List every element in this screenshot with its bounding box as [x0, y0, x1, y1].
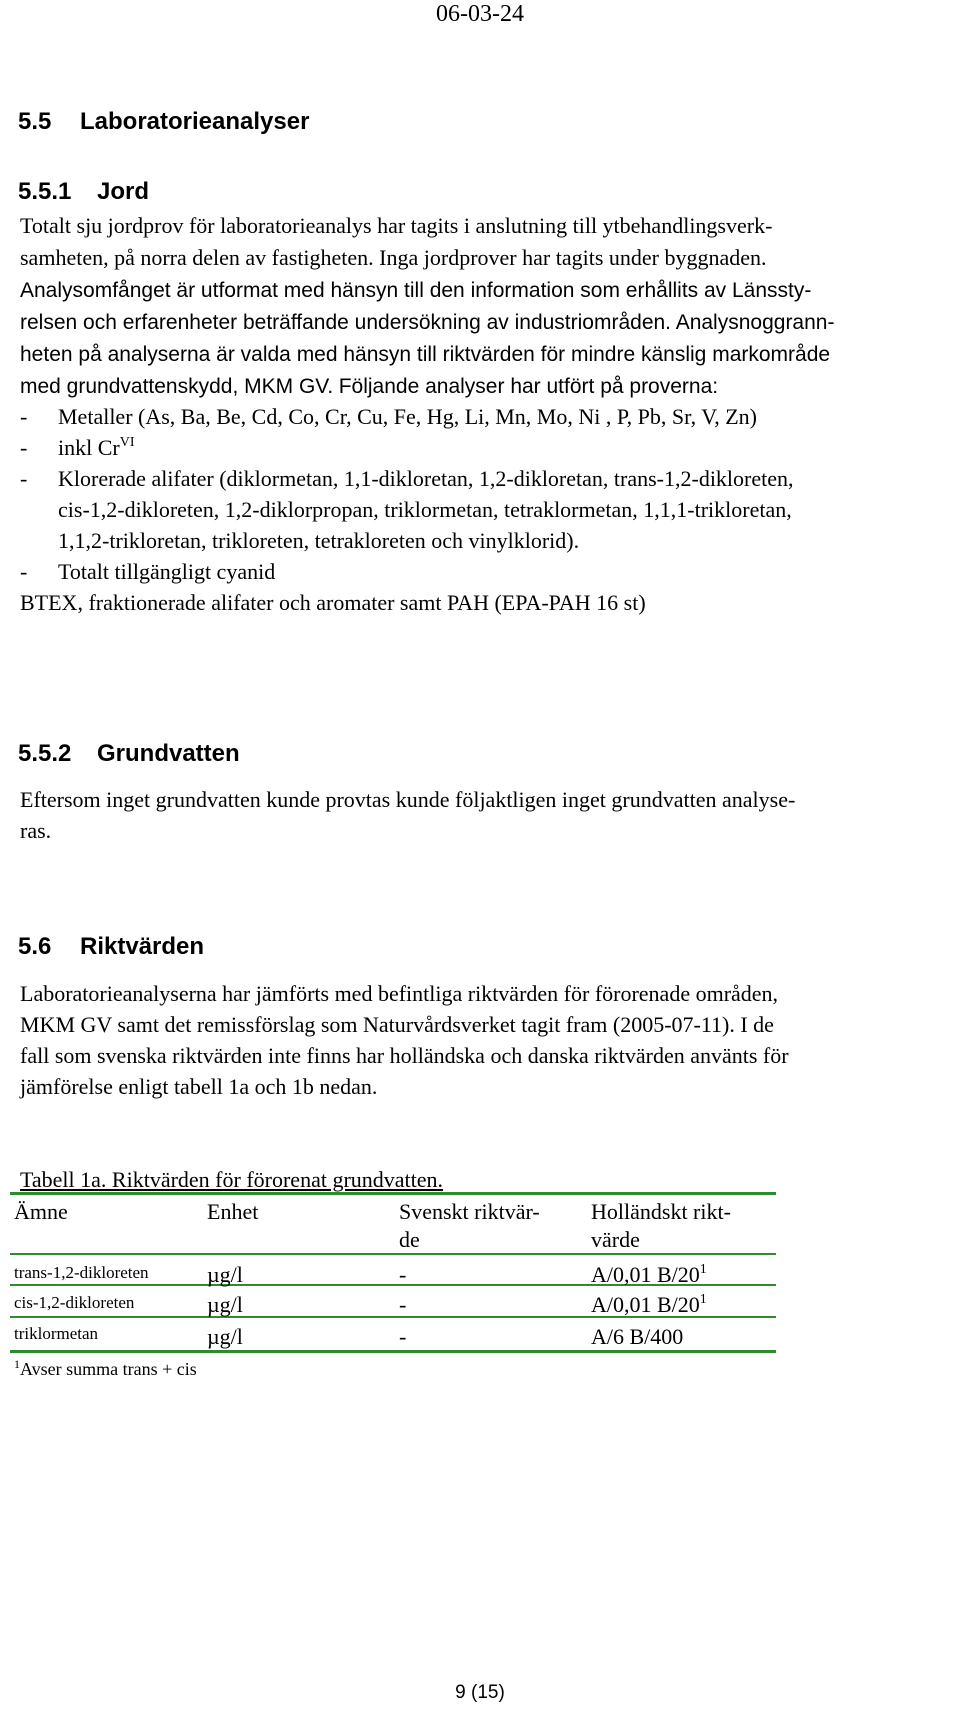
- table-cell-substance: cis-1,2-dikloreten: [14, 1293, 135, 1312]
- section-number: 5.5.1: [18, 178, 72, 205]
- table-header-substance: Ämne: [14, 1199, 68, 1224]
- section-number: 5.5: [18, 108, 52, 135]
- table-cell-dutch: A/6 B/400: [591, 1324, 684, 1349]
- table-cell-unit: µg/l: [207, 1262, 243, 1287]
- paragraph-line: relsen och erfarenheter beträffande undersökning av industriområden. Analysnoggrann-: [20, 311, 835, 334]
- list-item-continuation: 1,1,2-trikloretan, trikloreten, tetrakloreten och vinylklorid).: [58, 528, 580, 553]
- table-caption: Tabell 1a. Riktvärden för förorenat grundvatten.: [20, 1167, 444, 1192]
- list-item: - Totalt tillgängligt cyanid: [20, 559, 276, 584]
- section-title: Jord: [97, 178, 150, 205]
- list-item-continuation: cis-1,2-dikloreten, 1,2-diklorpropan, triklormetan, tetraklormetan, 1,1,1-trikloretan,: [58, 497, 792, 522]
- paragraph-line: ras.: [20, 818, 52, 843]
- paragraph-line: jämförelse enligt tabell 1a och 1b nedan.: [20, 1074, 378, 1099]
- paragraph-line: Totalt sju jordprov för laboratorieanalys har tagits i anslutning till ytbehandlingsverk-: [20, 213, 773, 238]
- table-top-rule: [10, 1192, 776, 1195]
- paragraph-line: Analysomfånget är utformat med hänsyn till den information som erhållits av Länssty-: [20, 279, 812, 302]
- table-footnote: $^1$Avser summa trans + cis: [14, 1357, 197, 1379]
- jord-paragraph: [20, 210, 834, 402]
- list-item: - Metaller (As, Ba, Be, Cd, Co, Cr, Cu, Fe, Hg, Li, Mn, Mo, Ni , P, Pb, Sr, V, Zn): [20, 404, 758, 429]
- table-header-unit: Enhet: [207, 1199, 259, 1224]
- paragraph-line: MKM GV samt det remissförslag som Naturvårdsverket tagit fram (2005-07-11). I de: [20, 1012, 774, 1037]
- header-date: 06-03-24: [436, 1, 524, 27]
- page-number: 9 (15): [455, 1682, 505, 1703]
- section-5-5-1-heading: [18, 178, 149, 206]
- table-header-dutch: Holländskt rikt- värde: [591, 1199, 731, 1252]
- table-cell-unit: µg/l: [207, 1292, 243, 1317]
- table-cell-unit: µg/l: [207, 1324, 243, 1349]
- section-number: 5.6: [18, 933, 52, 960]
- paragraph-line: Laboratorieanalyserna har jämförts med befintliga riktvärden för förorenade områden,: [20, 981, 779, 1006]
- table-cell-swedish: -: [399, 1324, 407, 1349]
- grundvatten-paragraph: [20, 784, 795, 846]
- paragraph-line: fall som svenska riktvärden inte finns har holländska och danska riktvärden använts för: [20, 1043, 789, 1068]
- table-cell-dutch: A/0,01 $B/20^1$: [591, 1292, 707, 1317]
- list-item: - inkl $Cr^{VI}$: [20, 435, 135, 460]
- table-cell-swedish: -: [399, 1292, 407, 1317]
- paragraph-line: samheten, på norra delen av fastigheten. Inga jordprover har tagits under byggnaden.: [20, 245, 767, 270]
- riktvarden-paragraph: [20, 978, 789, 1102]
- list-item: - Klorerade alifater (diklormetan, 1,1-dikloretan, 1,2-dikloretan, trans-1,2-dikloreten,: [20, 466, 794, 491]
- table-cell-substance: trans-1,2-dikloreten: [14, 1263, 149, 1282]
- section-5-5-heading: [18, 108, 309, 136]
- table-cell-substance: triklormetan: [14, 1324, 99, 1343]
- paragraph-line: Eftersom inget grundvatten kunde provtas kunde följaktligen inget grundvatten analyse-: [20, 787, 796, 812]
- section-title: Laboratorieanalyser: [80, 108, 310, 135]
- section-title: Riktvärden: [80, 933, 205, 960]
- section-number: 5.5.2: [18, 740, 72, 767]
- table-header-swedish: Svenskt riktvär- de: [399, 1199, 540, 1252]
- after-list-text: BTEX, fraktionerade alifater och aromater samt PAH (EPA-PAH 16 st): [20, 590, 646, 615]
- section-5-6-heading: [18, 933, 204, 961]
- table-cell-swedish: -: [399, 1262, 407, 1287]
- paragraph-line: med grundvattenskydd, MKM GV. Följande analyser har utfört på proverna:: [20, 375, 719, 398]
- section-title: Grundvatten: [97, 740, 240, 767]
- table-cell-dutch: A/0,01 $B/20^1$: [591, 1262, 707, 1287]
- paragraph-line: heten på analyserna är valda med hänsyn till riktvärden för mindre känslig markområde: [20, 343, 831, 366]
- section-5-5-2-heading: [18, 740, 240, 768]
